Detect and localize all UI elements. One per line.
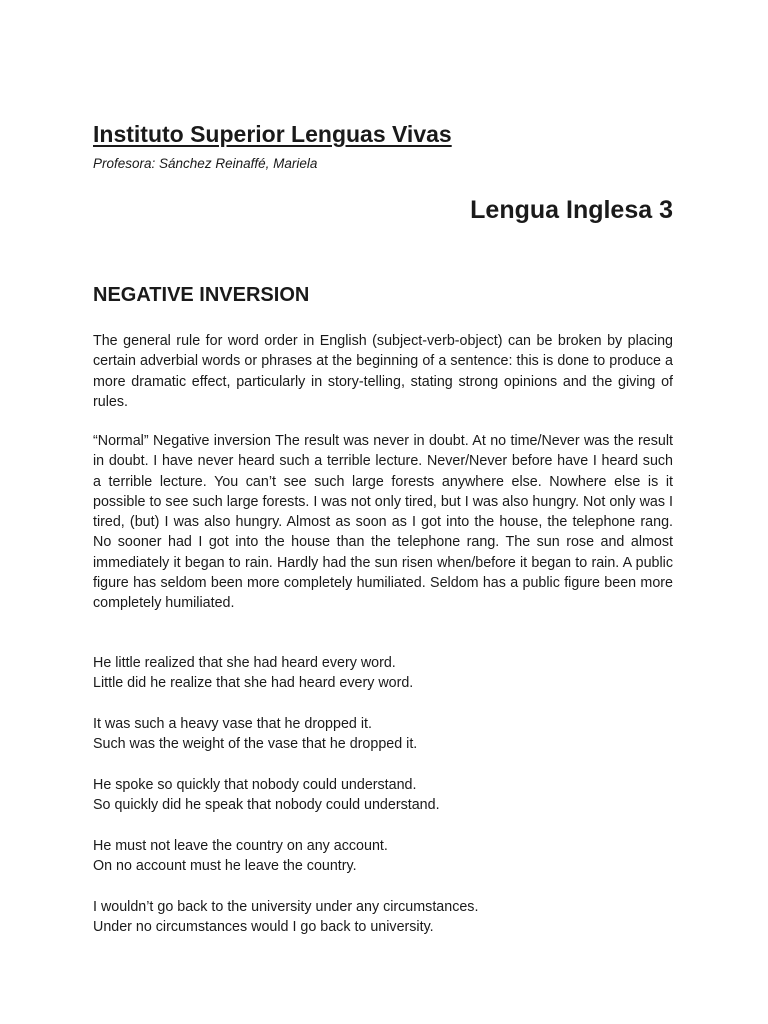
professor-name: Profesora: Sánchez Reinaffé, Mariela	[93, 156, 318, 171]
normal-sentence: It was such a heavy vase that he dropped it.	[93, 715, 372, 732]
normal-sentence: I wouldn’t go back to the university under any circumstances.	[93, 898, 479, 915]
inverted-sentence: On no account must he leave the country.	[93, 857, 357, 874]
section-title: NEGATIVE INVERSION	[93, 284, 310, 306]
inverted-sentence: Little did he realize that she had heard every word.	[93, 675, 414, 692]
normal-sentence: He must not leave the country on any account.	[93, 837, 388, 854]
inverted-sentence: Under no circumstances would I go back to university.	[93, 918, 434, 935]
inverted-sentence: So quickly did he speak that nobody could understand.	[93, 797, 440, 814]
institute-title: Instituto Superior Lenguas Vivas	[93, 121, 452, 147]
intro-paragraph: The general rule for word order in English (subject-verb-object) can be broken by placing certain adverbial words or phrases at the beginning of a sentence: this is done to produce a more dramatic effect, particularly in story-telling, stating strong opinions and the giving of rules.	[93, 333, 673, 410]
course-title: Lengua Inglesa 3	[470, 196, 673, 224]
example-pair	[93, 836, 673, 877]
example-pair	[93, 775, 673, 816]
example-pairs	[93, 653, 673, 957]
example-pair	[93, 714, 673, 755]
example-pair	[93, 897, 673, 938]
normal-sentence: He spoke so quickly that nobody could understand.	[93, 776, 417, 793]
inverted-sentence: Such was the weight of the vase that he dropped it.	[93, 736, 418, 753]
example-pair	[93, 653, 673, 694]
normal-sentence: He little realized that she had heard every word.	[93, 655, 396, 671]
examples-paragraph: “Normal” Negative inversion The result was never in doubt. At no time/Never was the result in doubt. I have never heard such a terrible lecture. Never/Never before have I heard such a terrible lecture. You can’t see such large forests anywhere else. Nowhere else is it possible to see such large forests. I was not only tired, but I was also hungry. Not only was I tired, (but) I was also hungry. Almost as soon as I got into the house, the telephone rang. No sooner had I got into the house than the telephone rang. The sun rose and almost immediately it began to rain. Hardly had the sun risen when/before it began to rain. A public figure has seldom been more completely humiliated. Seldom has a public figure been more completely humiliated.	[93, 433, 673, 612]
